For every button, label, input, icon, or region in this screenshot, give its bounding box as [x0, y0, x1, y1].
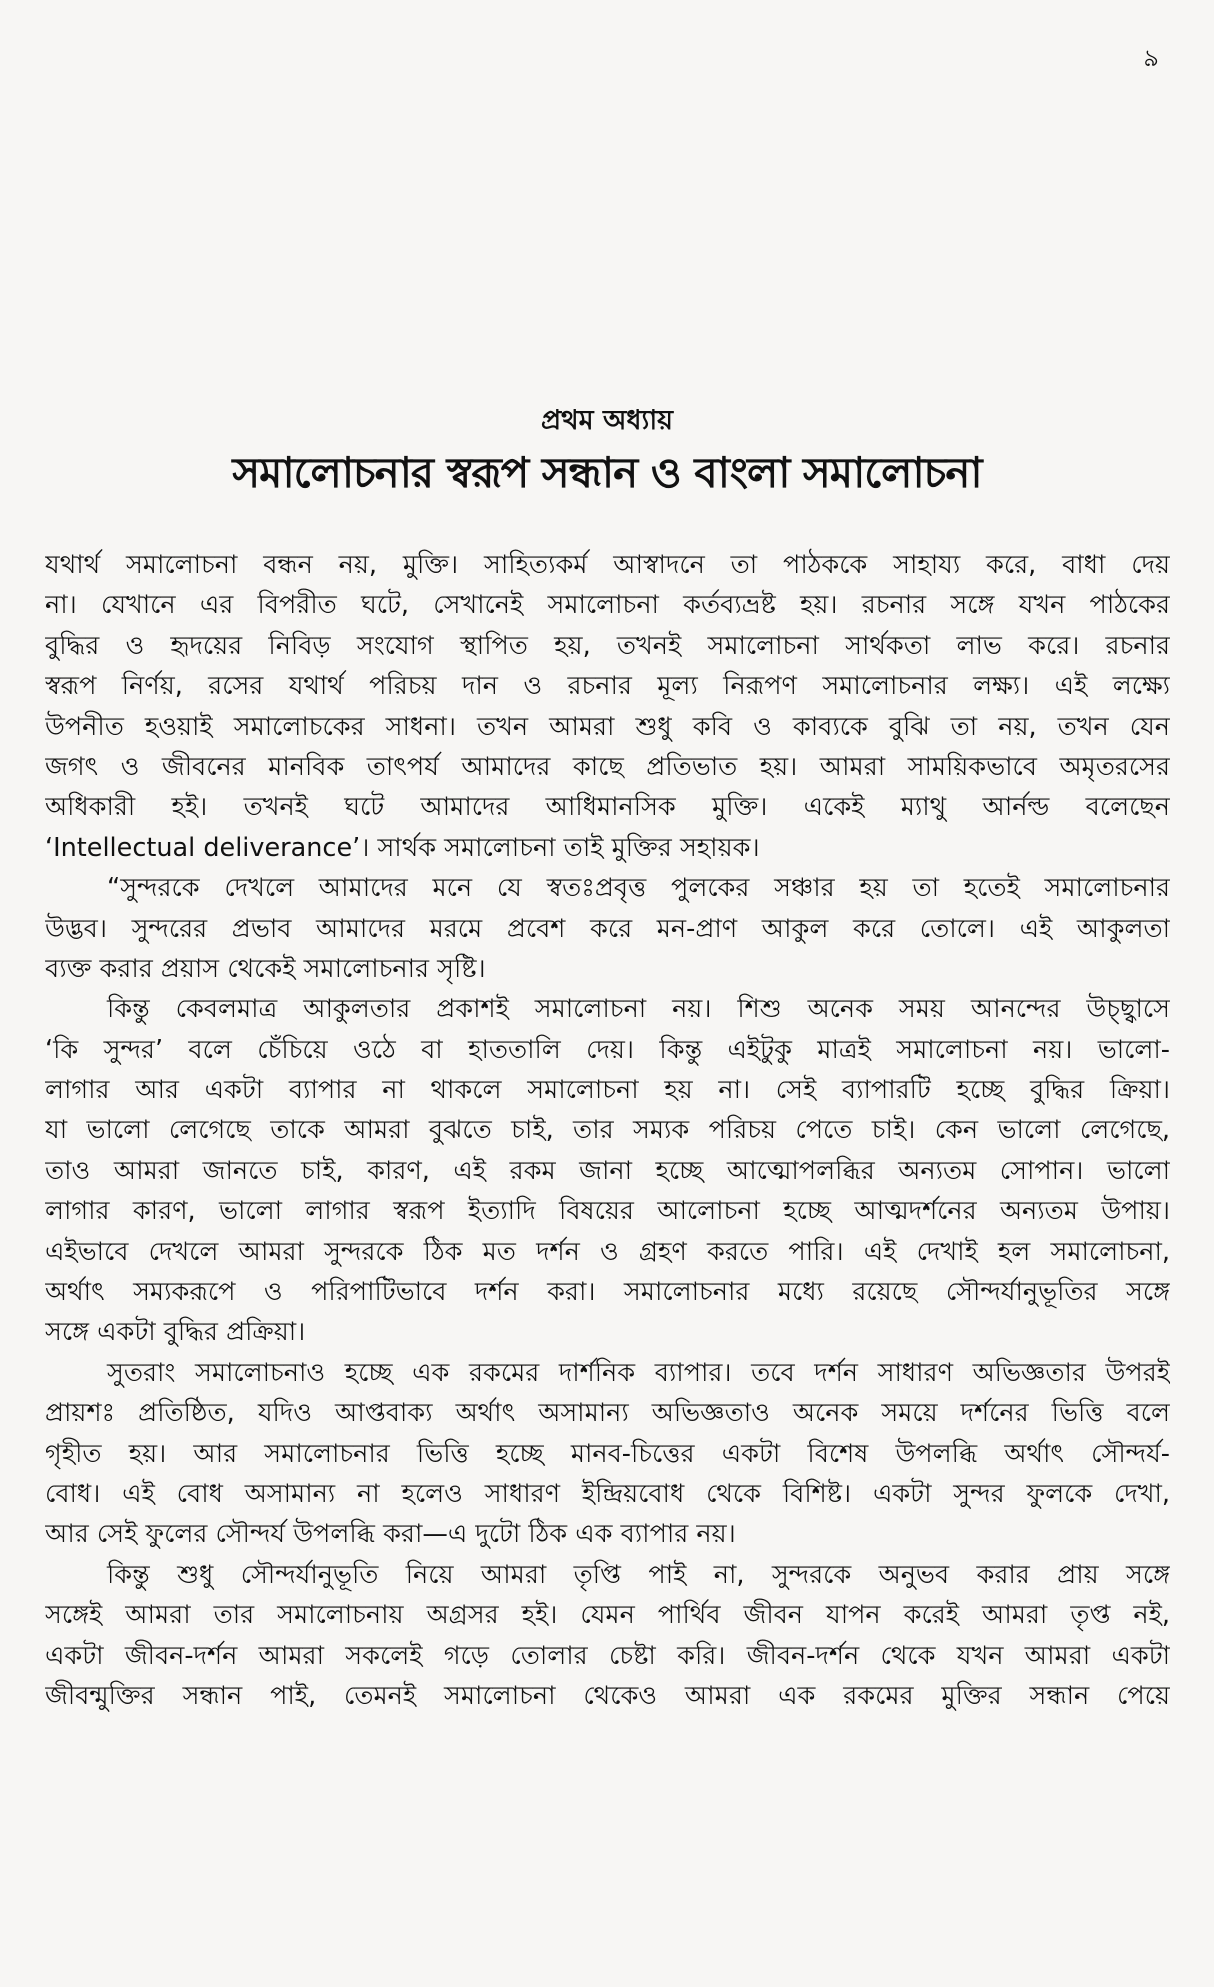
text-line: সঙ্গেই আমরা তার সমালোচনায় অগ্রসর হই। যেমন পার্থিব জীবন যাপন করেই আমরা তৃপ্ত নই,	[45, 1600, 1170, 1631]
text-line: ব্যক্ত করার প্রয়াস থেকেই সমালোচনার সৃষ্টি।	[45, 953, 486, 984]
text-line: না। যেখানে এর বিপরীত ঘটে, সেখানেই সমালোচনা কর্তব্যভ্রষ্ট হয়। রচনার সঙ্গে যখন পাঠকের	[45, 590, 1170, 621]
text-line: তাও আমরা জানতে চাই, কারণ, এই রকম জানা হচ্ছে আত্মোপলব্ধির অন্যতম সোপান। ভালো	[45, 1155, 1170, 1186]
text-line: কিন্তু শুধু সৌন্দর্যানুভূতি নিয়ে আমরা তৃপ্তি পাই না, সুন্দরকে অনুভব করার প্রায় সঙ্গে	[107, 1559, 1170, 1590]
text-line: স্বরূপ নির্ণয়, রসের যথার্থ পরিচয় দান ও রচনার মূল্য নিরূপণ সমালোচনার লক্ষ্য। এই লক্ষ্যে	[45, 671, 1170, 702]
chapter-title: সমালোচনার স্বরূপ সন্ধান ও বাংলা সমালোচনা	[232, 448, 982, 497]
page-number: ৯	[1143, 44, 1159, 72]
text-line: জগৎ ও জীবনের মানবিক তাৎপর্য আমাদের কাছে প্রতিভাত হয়। আমরা সাময়িকভাবে অমৃতরসের	[45, 751, 1170, 782]
text-line: জীবন্মুক্তির সন্ধান পাই, তেমনই সমালোচনা থেকেও আমরা এক রকমের মুক্তির সন্ধান পেয়ে	[45, 1680, 1170, 1711]
text-line: অধিকারী হই। তখনই ঘটে আমাদের আধিমানসিক মুক্তি। একেই ম্যাথু আর্নল্ড বলেছেন	[45, 792, 1170, 823]
text-line: আর সেই ফুলের সৌন্দর্য উপলব্ধি করা—এ দুটো ঠিক এক ব্যাপার নয়।	[45, 1519, 736, 1550]
text-line: সঙ্গে একটা বুদ্ধির প্রক্রিয়া।	[45, 1317, 306, 1348]
text-line: একটা জীবন-দর্শন আমরা সকলেই গড়ে তোলার চেষ্টা করি। জীবন-দর্শন থেকে যখন আমরা একটা	[45, 1640, 1170, 1671]
text-line: কিন্তু কেবলমাত্র আকুলতার প্রকাশই সমালোচনা নয়। শিশু অনেক সময় আনন্দের উচ্ছ্বাসে	[107, 994, 1170, 1025]
text-line: ‘Intellectual deliverance’। সার্থক সমালোচনা তাই মুক্তির সহায়ক।	[45, 832, 760, 863]
text-line: অর্থাৎ সম্যকরূপে ও পরিপাটিভাবে দর্শন করা। সমালোচনার মধ্যে রয়েছে সৌন্দর্যানুভূতির সঙ্গে	[45, 1277, 1170, 1308]
text-line: সুতরাং সমালোচনাও হচ্ছে এক রকমের দার্শনিক ব্যাপার। তবে দর্শন সাধারণ অভিজ্ঞতার উপরই	[107, 1357, 1170, 1388]
body-text	[45, 545, 1170, 1716]
text-line: বোধ। এই বোধ অসামান্য না হলেও সাধারণ ইন্দ্রিয়বোধ থেকে বিশিষ্ট। একটা সুন্দর ফুলকে দেখা,	[45, 1478, 1170, 1509]
text-line: যা ভালো লেগেছে তাকে আমরা বুঝতে চাই, তার সম্যক পরিচয় পেতে চাই। কেন ভালো লেগেছে,	[45, 1115, 1170, 1146]
text-line: উদ্ভব। সুন্দরের প্রভাব আমাদের মরমে প্রবেশ করে মন-প্রাণ আকুল করে তোলে। এই আকুলতা	[45, 913, 1170, 944]
text-line: উপনীত হওয়াই সমালোচকের সাধনা। তখন আমরা শুধু কবি ও কাব্যকে বুঝি তা নয়, তখন যেন	[45, 711, 1170, 742]
text-line: যথার্থ সমালোচনা বন্ধন নয়, মুক্তি। সাহিত্যকর্ম আস্বাদনে তা পাঠককে সাহায্য করে, বাধা দেয়	[45, 550, 1170, 580]
text-line: বুদ্ধির ও হৃদয়ের নিবিড় সংযোগ স্থাপিত হয়, তখনই সমালোচনা সার্থকতা লাভ করে। রচনার	[45, 630, 1170, 661]
text-line: ‘কি সুন্দর’ বলে চেঁচিয়ে ওঠে বা হাততালি দেয়। কিন্তু এইটুকু মাত্রই সমালোচনা নয়। ভালো-	[45, 1034, 1170, 1065]
text-line: প্রায়শঃ প্রতিষ্ঠিত, যদিও আপ্তবাক্য অর্থাৎ অসামান্য অভিজ্ঞতাও অনেক সময়ে দর্শনের ভিত্তি বলে	[45, 1398, 1170, 1429]
text-line: লাগার আর একটা ব্যাপার না থাকলে সমালোচনা হয় না। সেই ব্যাপারটি হচ্ছে বুদ্ধির ক্রিয়া।	[45, 1075, 1170, 1106]
text-line: গৃহীত হয়। আর সমালোচনার ভিত্তি হচ্ছে মানব-চিত্তের একটা বিশেষ উপলব্ধি অর্থাৎ সৌন্দর্য-	[45, 1438, 1170, 1469]
text-line: এইভাবে দেখলে আমরা সুন্দরকে ঠিক মত দর্শন ও গ্রহণ করতে পারি। এই দেখাই হল সমালোচনা,	[45, 1236, 1170, 1267]
chapter-label: প্রথম অধ্যায়	[540, 405, 674, 436]
text-line: “সুন্দরকে দেখলে আমাদের মনে যে স্বতঃপ্রবৃত্ত পুলকের সঞ্চার হয় তা হতেই সমালোচনার	[107, 873, 1170, 904]
text-line: লাগার কারণ, ভালো লাগার স্বরূপ ইত্যাদি বিষয়ের আলোচনা হচ্ছে আত্মদর্শনের অন্যতম উপায়।	[45, 1196, 1170, 1227]
